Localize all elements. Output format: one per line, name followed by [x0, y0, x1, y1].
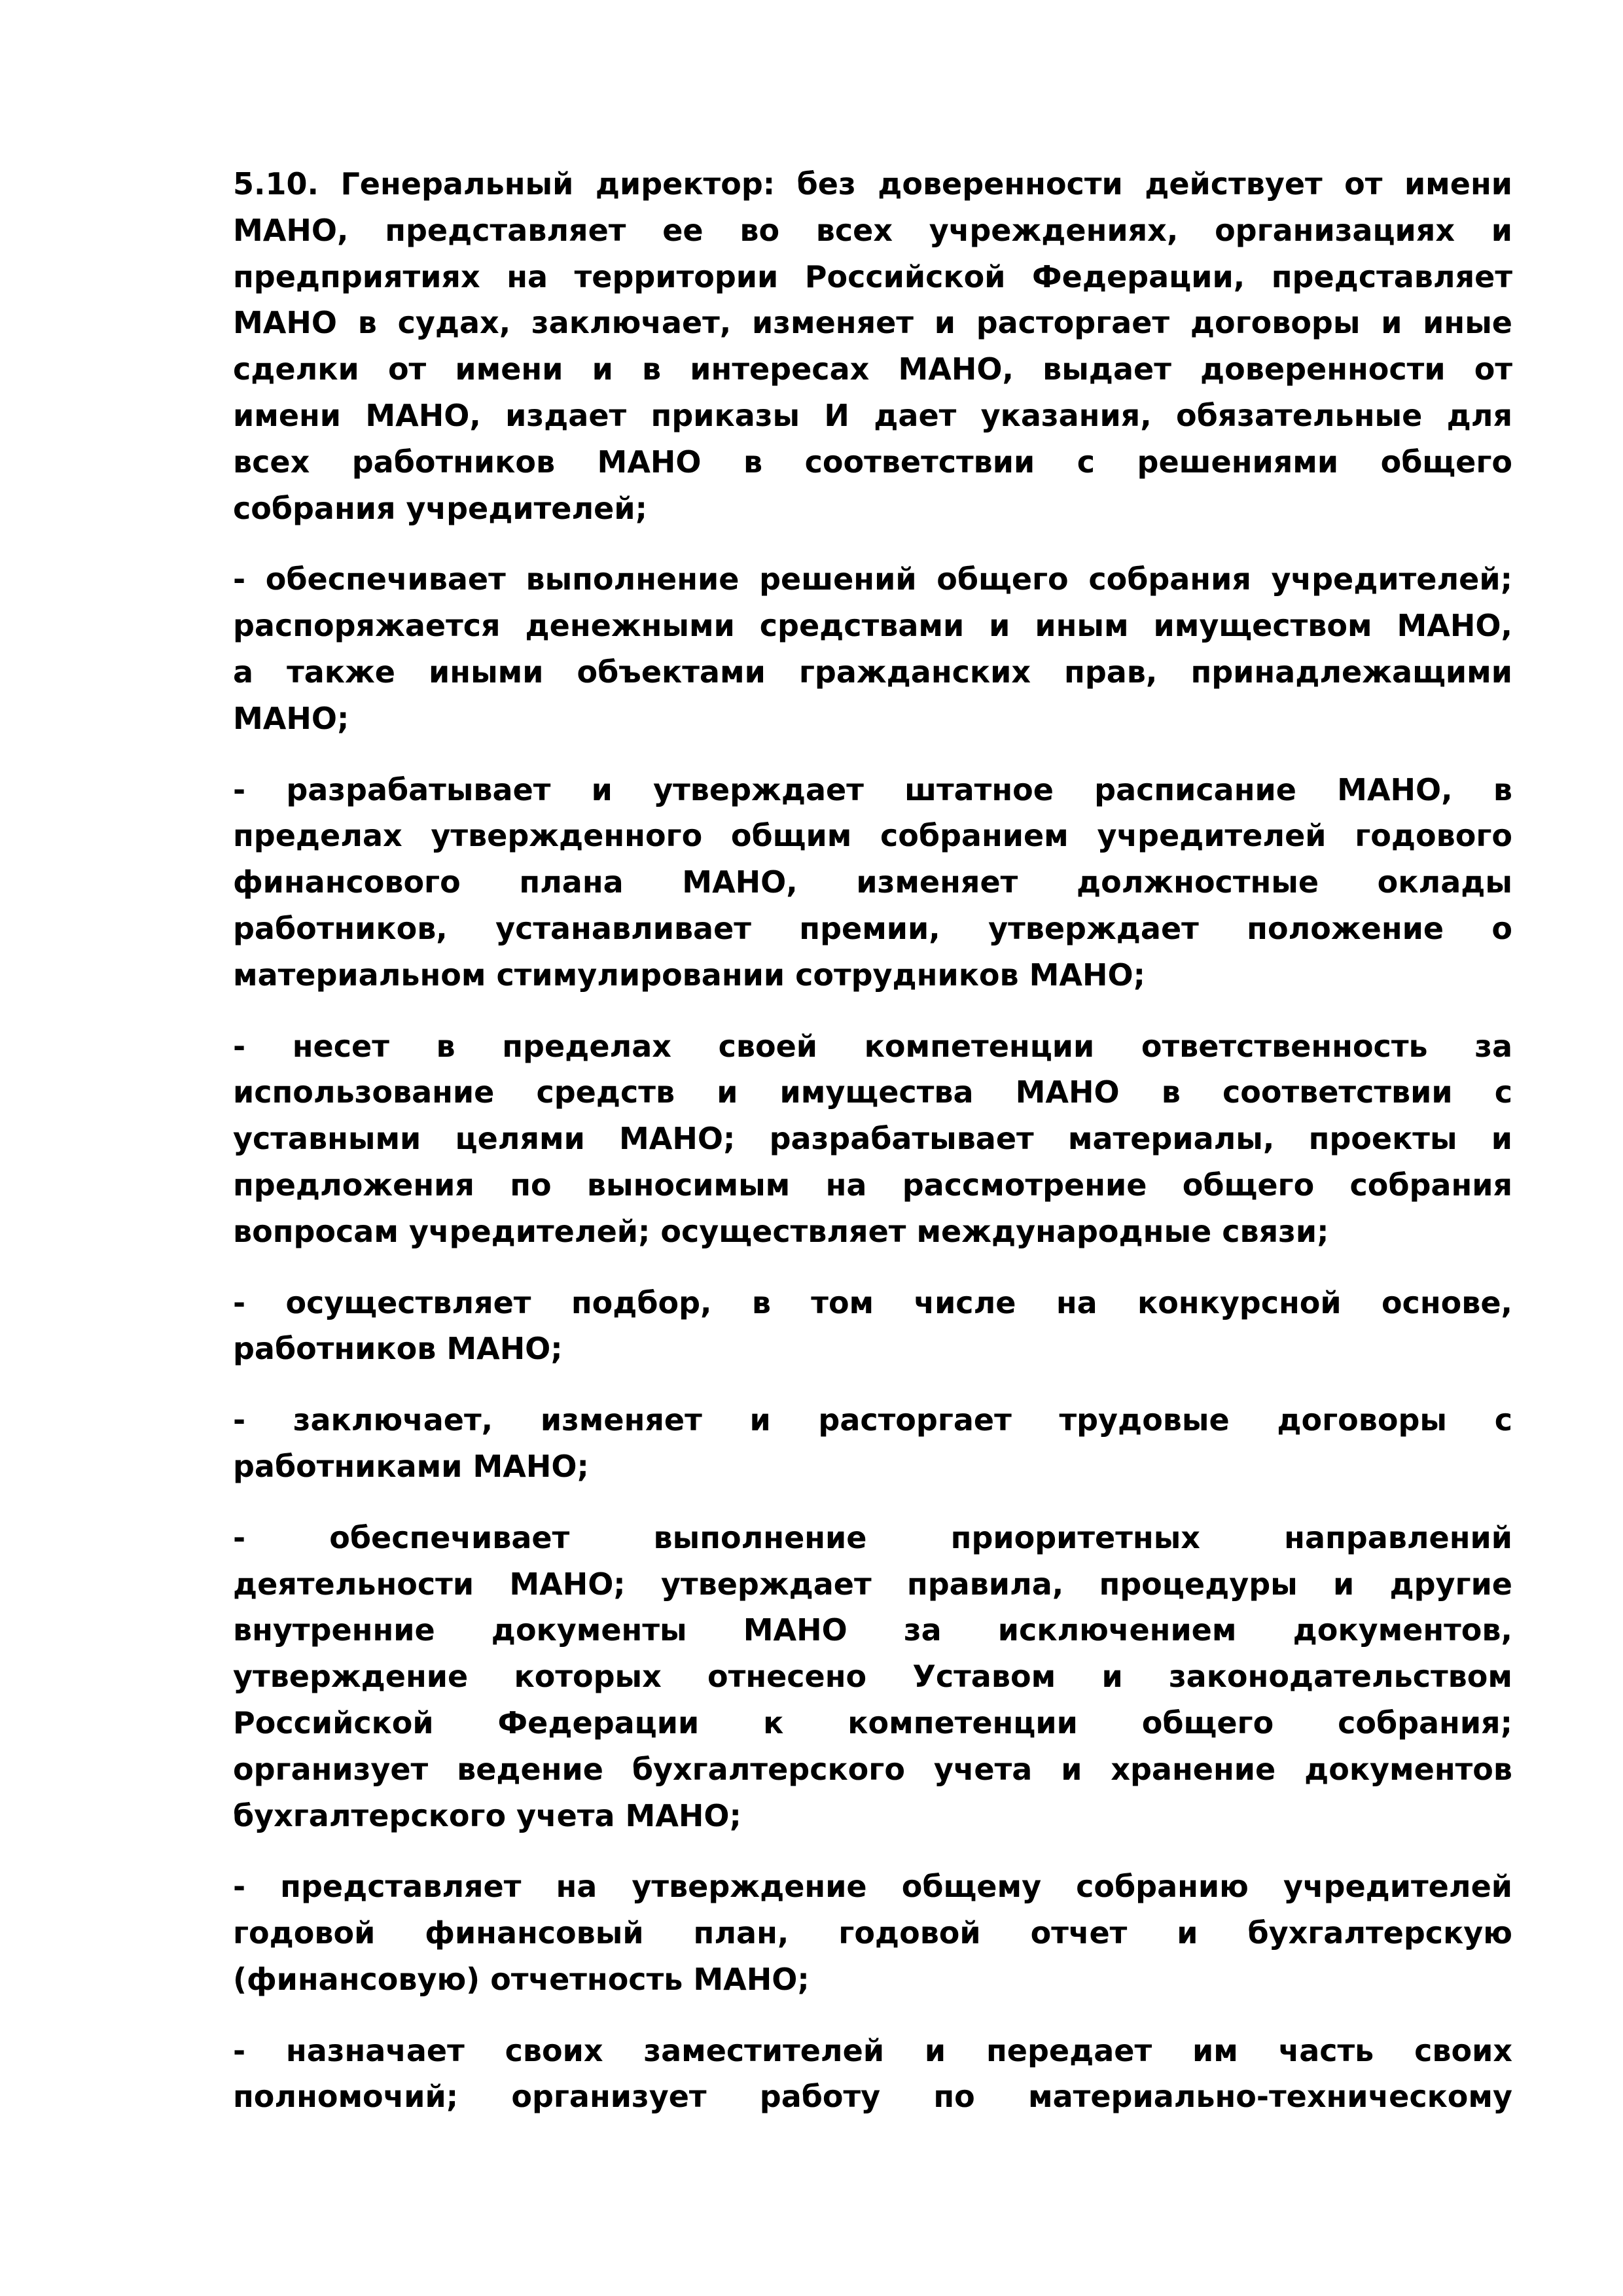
text-line: работников МАНО; [233, 1331, 563, 1367]
text-line: материальном стимулировании сотрудников МАНО; [233, 957, 1146, 993]
paragraph [233, 161, 1512, 531]
text-line: МАНО, представляет ее во всех учреждениях, организациях и [233, 212, 1512, 248]
text-line: - несет в пределах своей компетенции ответственность за [233, 1028, 1512, 1064]
text-line: предприятиях на территории Российской Федерации, представляет [233, 258, 1512, 294]
text-line: использование средств и имущества МАНО в соответствии с [233, 1074, 1512, 1110]
text-line: организует ведение бухгалтерского учета и хранение документов [233, 1751, 1512, 1787]
text-line: пределах утвержденного общим собранием учредителей годового [233, 818, 1512, 854]
text-line: а также иными объектами гражданских прав, принадлежащими [233, 654, 1512, 690]
text-line: имени МАНО, издает приказы И дает указания, обязательные для [233, 397, 1512, 433]
text-line: - обеспечивает выполнение решений общего собрания учредителей; [233, 561, 1512, 597]
text-line: утверждение которых отнесено Уставом и законодательством [233, 1659, 1512, 1695]
text-line: финансового плана МАНО, изменяет должностные оклады [233, 864, 1512, 900]
text-line: 5.10. Генеральный директор: без доверенности действует от имени [233, 166, 1512, 202]
paragraph [233, 1863, 1512, 2002]
text-line: полномочий; организует работу по материально-техническому [233, 2079, 1512, 2115]
text-line: МАНО; [233, 700, 349, 736]
text-line: сделки от имени и в интересах МАНО, выдает доверенности от [233, 351, 1512, 387]
text-line: вопросам учредителей; осуществляет международные связи; [233, 1213, 1329, 1249]
text-line: годовой финансовый план, годовой отчет и бухгалтерскую [233, 1915, 1512, 1951]
text-line: Российской Федерации к компетенции общего собрания; [233, 1704, 1512, 1740]
text-line: внутренние документы МАНО за исключением документов, [233, 1612, 1512, 1648]
text-line: бухгалтерского учета МАНО; [233, 1797, 741, 1833]
paragraph [233, 2028, 1512, 2121]
text-line: (финансовую) отчетность МАНО; [233, 1961, 810, 1997]
text-line: - разрабатывает и утверждает штатное расписание МАНО, в [233, 771, 1512, 807]
text-line: деятельности МАНО; утверждает правила, процедуры и другие [233, 1566, 1512, 1602]
paragraph [233, 1515, 1512, 1839]
text-line: МАНО в судах, заключает, изменяет и расторгает договоры и иные [233, 305, 1512, 341]
text-line: - представляет на утверждение общему собранию учредителей [233, 1869, 1512, 1905]
paragraph [233, 767, 1512, 998]
text-line: уставными целями МАНО; разрабатывает материалы, проекты и [233, 1121, 1512, 1157]
document-page [233, 161, 1512, 2145]
paragraph [233, 1023, 1512, 1255]
paragraph [233, 1397, 1512, 1490]
text-line: работников, устанавливает премии, утверждает положение о [233, 910, 1512, 946]
paragraph [233, 1280, 1512, 1373]
text-line: распоряжается денежными средствами и иным имуществом МАНО, [233, 608, 1512, 644]
text-line: - обеспечивает выполнение приоритетных направлений [233, 1519, 1512, 1555]
text-line: - назначает своих заместителей и передает им часть своих [233, 2032, 1512, 2068]
paragraph [233, 556, 1512, 741]
text-line: предложения по выносимым на рассмотрение общего собрания [233, 1167, 1512, 1203]
text-line: - заключает, изменяет и расторгает трудовые договоры с [233, 1402, 1512, 1438]
text-line: - осуществляет подбор, в том числе на конкурсной основе, [233, 1284, 1512, 1320]
text-line: собрания учредителей; [233, 490, 647, 526]
text-line: всех работников МАНО в соответствии с решениями общего [233, 444, 1512, 480]
text-line: работниками МАНО; [233, 1448, 589, 1484]
